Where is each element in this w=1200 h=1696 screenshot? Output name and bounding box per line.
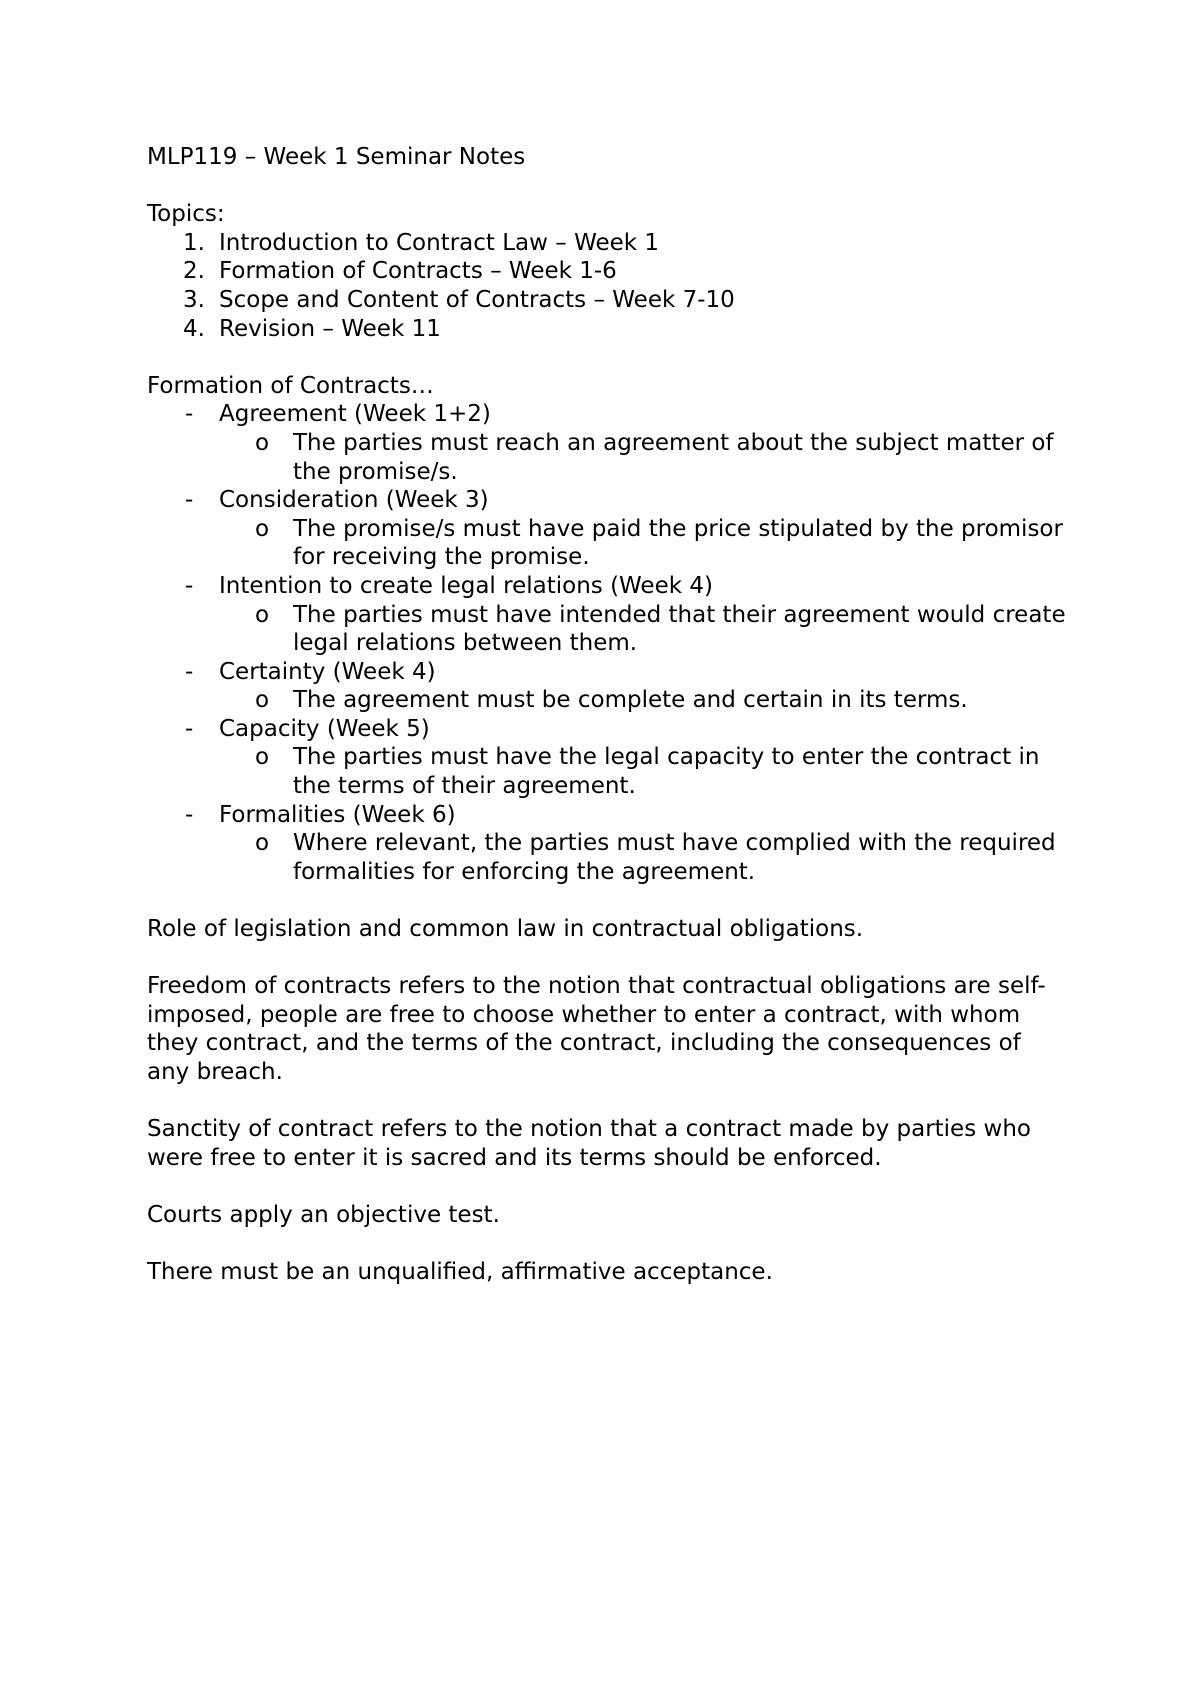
spacer [147, 1230, 1077, 1259]
formation-detail: The parties must have intended that their agreement would create legal relations between them. [293, 601, 1066, 657]
paragraph: Courts apply an objective test. [147, 1201, 500, 1228]
spacer [147, 886, 1077, 915]
circle-bullet: o [255, 601, 270, 628]
topic-text: Introduction to Contract Law – Week 1 [219, 229, 660, 256]
document-body [147, 143, 1077, 1287]
formation-detail-item [147, 429, 1077, 486]
topic-text: Scope and Content of Contracts – Week 7-10 [219, 286, 735, 313]
spacer [147, 944, 1077, 973]
formation-detail: The agreement must be complete and certain in its terms. [293, 687, 968, 714]
spacer [147, 172, 1077, 201]
circle-bullet: o [255, 687, 270, 714]
circle-bullet: o [255, 830, 270, 857]
formation-item [147, 715, 1077, 801]
formation-detail: The promise/s must have paid the price stipulated by the promisor for receiving the promise. [293, 515, 1063, 571]
formation-label: Agreement (Week 1+2) [219, 401, 491, 428]
formation-heading: Formation of Contracts… [147, 372, 434, 399]
dash-bullet: - [185, 658, 194, 685]
document-title: MLP119 – Week 1 Seminar Notes [147, 144, 526, 170]
list-number: 1. [183, 229, 205, 256]
formation-sub-list [219, 515, 1077, 572]
topic-item [147, 257, 1077, 286]
formation-detail-item [147, 601, 1077, 658]
circle-bullet: o [255, 744, 270, 771]
topics-heading: Topics: [147, 201, 225, 228]
formation-item [147, 486, 1077, 572]
formation-detail-item [147, 829, 1077, 886]
topic-text: Formation of Contracts – Week 1-6 [219, 258, 617, 285]
formation-item [147, 658, 1077, 715]
paragraph: There must be an unqualified, affirmative acceptance. [147, 1259, 773, 1286]
paragraph: Freedom of contracts refers to the notion that contractual obligations are self-imposed, people are free to choose whether to enter a contract, with whom they contract, and the terms of the contract, including the consequences of any breach. [147, 973, 1046, 1085]
spacer [147, 1172, 1077, 1201]
dash-bullet: - [185, 572, 194, 599]
dash-bullet: - [185, 801, 194, 828]
spacer [147, 343, 1077, 372]
formation-item [147, 572, 1077, 658]
topics-list [147, 229, 1077, 343]
spacer [147, 1087, 1077, 1116]
topic-text: Revision – Week 11 [219, 315, 441, 342]
formation-sub-list [219, 429, 1077, 486]
list-number: 2. [183, 258, 205, 285]
formation-detail: The parties must have the legal capacity to enter the contract in the terms of their agreement. [293, 744, 1040, 800]
topic-item [147, 286, 1077, 315]
formation-item [147, 801, 1077, 887]
formation-sub-list [219, 601, 1077, 658]
formation-detail: Where relevant, the parties must have complied with the required formalities for enforcing the agreement. [293, 830, 1056, 885]
formation-label: Certainty (Week 4) [219, 658, 436, 685]
formation-sub-list [219, 829, 1077, 886]
dash-bullet: - [185, 715, 194, 742]
formation-detail-item [147, 686, 1077, 715]
dash-bullet: - [185, 401, 194, 428]
circle-bullet: o [255, 429, 270, 456]
formation-item [147, 400, 1077, 486]
list-number: 4. [183, 315, 205, 342]
formation-sub-list [219, 743, 1077, 800]
topic-item [147, 229, 1077, 258]
formation-label: Capacity (Week 5) [219, 715, 430, 742]
list-number: 3. [183, 286, 205, 313]
formation-label: Formalities (Week 6) [219, 801, 456, 828]
paragraph: Sanctity of contract refers to the notion that a contract made by parties who were free to enter it is sacred and its terms should be enforced. [147, 1116, 1031, 1171]
formation-detail: The parties must reach an agreement about the subject matter of the promise/s. [293, 429, 1054, 485]
formation-sub-list [219, 686, 1077, 715]
formation-detail-item [147, 515, 1077, 572]
paragraph: Role of legislation and common law in contractual obligations. [147, 916, 864, 943]
formation-list [147, 400, 1077, 886]
formation-detail-item [147, 743, 1077, 800]
dash-bullet: - [185, 487, 194, 514]
formation-label: Consideration (Week 3) [219, 487, 489, 514]
topic-item [147, 315, 1077, 344]
circle-bullet: o [255, 515, 270, 542]
formation-label: Intention to create legal relations (Week 4) [219, 572, 713, 599]
